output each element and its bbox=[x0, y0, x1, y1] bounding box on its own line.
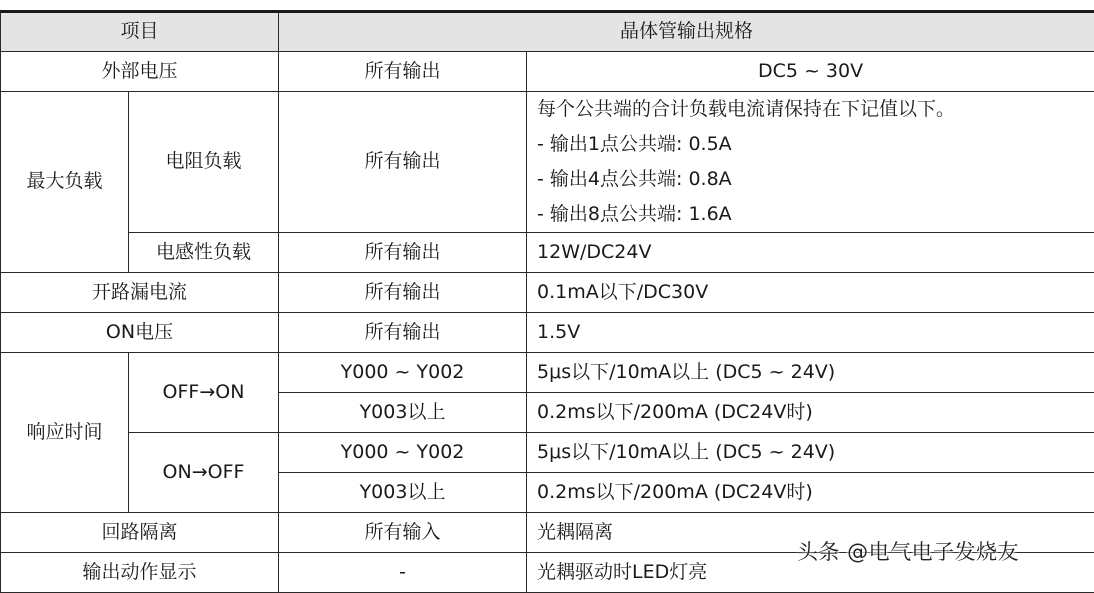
scope-off-on-y003: Y003以上 bbox=[279, 393, 527, 433]
label-external-voltage: 外部电压 bbox=[1, 52, 279, 92]
scope-external-voltage: 所有输出 bbox=[279, 52, 527, 92]
row-leakage-current bbox=[1, 273, 1094, 313]
label-output-indicator: 输出动作显示 bbox=[1, 553, 279, 593]
header-item: 项目 bbox=[1, 12, 279, 52]
scope-leakage-current: 所有输出 bbox=[279, 273, 527, 313]
value-circuit-isolation: 光耦隔离 bbox=[527, 513, 1094, 553]
label-inductive-load: 电感性负载 bbox=[129, 233, 279, 273]
transistor-output-spec-table bbox=[0, 10, 1094, 593]
scope-resistive-load: 所有输出 bbox=[279, 92, 527, 233]
scope-on-off-y000: Y000 ~ Y002 bbox=[279, 433, 527, 473]
value-leakage-current: 0.1mA以下/DC30V bbox=[527, 273, 1094, 313]
row-resistive-load bbox=[1, 92, 1094, 233]
row-on-voltage bbox=[1, 313, 1094, 353]
row-response-on-off-1 bbox=[1, 433, 1094, 473]
label-resistive-load: 电阻负载 bbox=[129, 92, 279, 233]
scope-circuit-isolation: 所有输入 bbox=[279, 513, 527, 553]
scope-off-on-y000: Y000 ~ Y002 bbox=[279, 353, 527, 393]
row-external-voltage bbox=[1, 52, 1094, 92]
resistive-note: 每个公共端的合计负载电流请保持在下记值以下。 bbox=[537, 92, 1094, 127]
resistive-limit-4pt: - 输出4点公共端: 0.8A bbox=[537, 162, 1094, 197]
scope-on-voltage: 所有输出 bbox=[279, 313, 527, 353]
resistive-limit-1pt: - 输出1点公共端: 0.5A bbox=[537, 127, 1094, 162]
value-on-off-y000: 5μs以下/10mA以上 (DC5 ~ 24V) bbox=[527, 433, 1094, 473]
header-row bbox=[1, 12, 1094, 52]
label-circuit-isolation: 回路隔离 bbox=[1, 513, 279, 553]
row-inductive-load bbox=[1, 233, 1094, 273]
label-on-voltage: ON电压 bbox=[1, 313, 279, 353]
label-leakage-current: 开路漏电流 bbox=[1, 273, 279, 313]
header-spec: 晶体管输出规格 bbox=[279, 12, 1094, 52]
scope-inductive-load: 所有输出 bbox=[279, 233, 527, 273]
label-off-on: OFF→ON bbox=[129, 353, 279, 433]
label-max-load: 最大负载 bbox=[1, 92, 129, 273]
value-resistive-load bbox=[527, 92, 1094, 233]
label-on-off: ON→OFF bbox=[129, 433, 279, 513]
scope-on-off-y003: Y003以上 bbox=[279, 473, 527, 513]
value-on-voltage: 1.5V bbox=[527, 313, 1094, 353]
value-off-on-y000: 5μs以下/10mA以上 (DC5 ~ 24V) bbox=[527, 353, 1094, 393]
watermark: 头条 @电气电子发烧友 bbox=[797, 536, 1019, 566]
scope-output-indicator: - bbox=[279, 553, 527, 593]
value-output-indicator: 光耦驱动时LED灯亮 bbox=[527, 553, 1094, 593]
row-response-off-on-1 bbox=[1, 353, 1094, 393]
value-on-off-y003: 0.2ms以下/200mA (DC24V时) bbox=[527, 473, 1094, 513]
resistive-limit-8pt: - 输出8点公共端: 1.6A bbox=[537, 197, 1094, 232]
label-response-time: 响应时间 bbox=[1, 353, 129, 513]
value-external-voltage: DC5 ~ 30V bbox=[527, 52, 1094, 92]
value-off-on-y003: 0.2ms以下/200mA (DC24V时) bbox=[527, 393, 1094, 433]
value-inductive-load: 12W/DC24V bbox=[527, 233, 1094, 273]
